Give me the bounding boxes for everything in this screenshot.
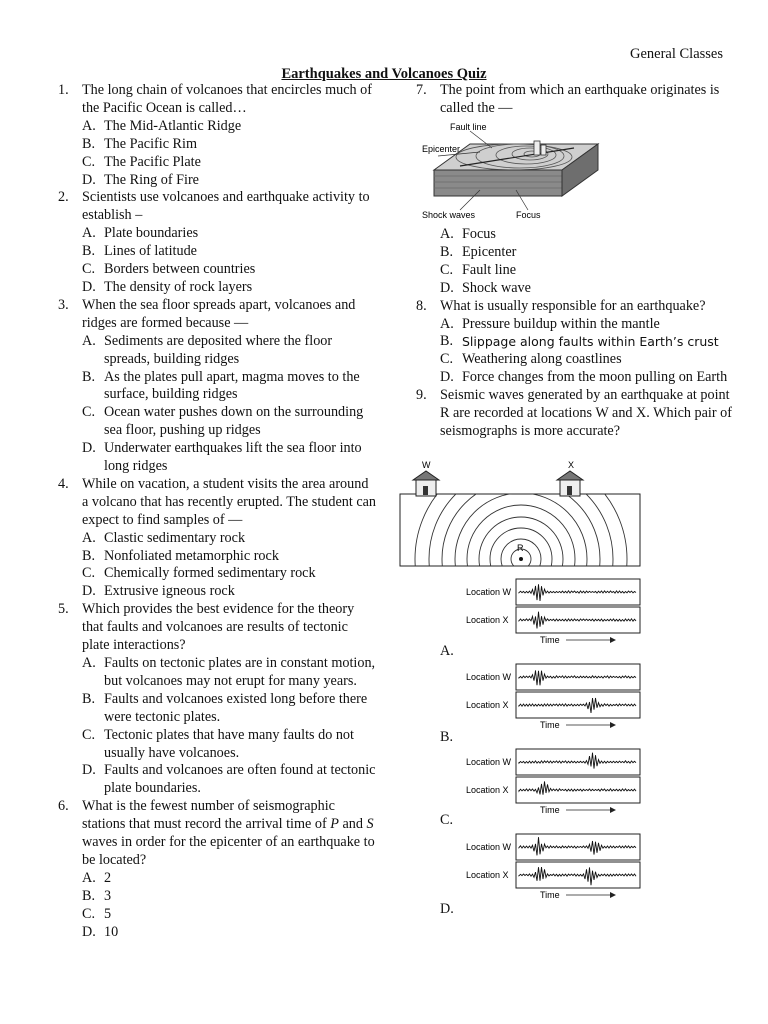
option-letter: B. bbox=[440, 243, 454, 260]
option-letter: D. bbox=[82, 440, 96, 457]
option-text: Nonfoliated metamorphic rock bbox=[104, 547, 279, 564]
option-letter: C. bbox=[82, 404, 96, 421]
option-text: Weathering along coastlines bbox=[462, 351, 622, 368]
option-text: Fault line bbox=[462, 261, 516, 278]
question-text: When the sea floor spreads apart, volcanoes and ridges are formed because — bbox=[82, 296, 356, 331]
option-text: Faults and volcanoes existed long before there were tectonic plates. bbox=[104, 690, 368, 725]
choice-b-letter: B. bbox=[440, 729, 454, 745]
location-w-label: Location W bbox=[466, 587, 512, 597]
option-letter: B. bbox=[82, 368, 96, 385]
question-number: 6. bbox=[58, 798, 69, 815]
option-letter: A. bbox=[82, 869, 96, 886]
option-text: Pressure buildup within the mantle bbox=[462, 315, 660, 332]
option-letter: A. bbox=[440, 315, 454, 332]
option-letter: C. bbox=[82, 261, 96, 278]
option-text: The Ring of Fire bbox=[104, 171, 199, 188]
option-text: Chemically formed sedimentary rock bbox=[104, 565, 316, 582]
option-letter: D. bbox=[82, 923, 96, 940]
question-1 bbox=[58, 82, 378, 189]
question-text: What is usually responsible for an earthquake? bbox=[440, 297, 706, 314]
x-label: X bbox=[568, 460, 575, 470]
option-letter: A. bbox=[82, 655, 96, 671]
question-number: 8. bbox=[416, 297, 427, 314]
option-text: Epicenter bbox=[462, 243, 517, 260]
option-text: Plate boundaries bbox=[104, 225, 199, 242]
option-letter: B. bbox=[82, 547, 96, 564]
station-w-house bbox=[413, 471, 439, 496]
option-letter: C. bbox=[440, 351, 454, 368]
focus-label: Focus bbox=[516, 210, 541, 220]
option-text: Faults and volcanoes are often found at tectonic plate boundaries. bbox=[104, 762, 376, 797]
question-text: Seismic waves generated by an earthquake at point R are recorded at locations W and X. Which pair of seismographs is more accurate? bbox=[440, 387, 732, 439]
option-letter: C. bbox=[82, 565, 96, 582]
option-letter: A. bbox=[82, 332, 96, 349]
time-axis-label: Time bbox=[540, 805, 560, 815]
fault-line-label: Fault line bbox=[450, 122, 487, 132]
option-letter: B. bbox=[440, 333, 454, 350]
option-letter: D. bbox=[82, 762, 96, 779]
option-text: 2 bbox=[104, 869, 112, 886]
fault-block-diagram bbox=[420, 118, 600, 226]
option-text: Tectonic plates that have many faults do not usually have volcanoes. bbox=[104, 726, 354, 761]
w-label: W bbox=[422, 460, 431, 470]
option-letter: A. bbox=[440, 226, 454, 242]
question-text: The point from which an earthquake originates is called the — bbox=[440, 82, 720, 116]
question-number: 7. bbox=[416, 82, 427, 98]
seismograph-pair-b bbox=[460, 662, 660, 732]
location-x-label: Location X bbox=[466, 700, 509, 710]
option-text: Underwater earthquakes lift the sea floor into long ridges bbox=[104, 440, 362, 475]
time-axis-label: Time bbox=[540, 635, 560, 645]
option-text: Focus bbox=[462, 226, 496, 242]
question-text: While on vacation, a student visits the area around a volcano that has recently erupted. The student can expect to find samples of — bbox=[82, 475, 377, 528]
option-letter: C. bbox=[440, 261, 454, 278]
location-x-label: Location X bbox=[466, 785, 509, 795]
option-letter: D. bbox=[82, 278, 96, 295]
question-9 bbox=[416, 387, 738, 441]
question-number: 4. bbox=[58, 475, 69, 492]
shock-waves-label: Shock waves bbox=[422, 210, 476, 220]
option-text: The Pacific Rim bbox=[104, 135, 197, 152]
question-number: 2. bbox=[58, 189, 69, 206]
location-w-label: Location W bbox=[466, 757, 512, 767]
location-w-label: Location W bbox=[466, 672, 512, 682]
option-text: The Mid-Atlantic Ridge bbox=[104, 117, 242, 134]
page-title: Earthquakes and Volcanoes Quiz bbox=[281, 66, 487, 82]
option-letter: B. bbox=[82, 690, 96, 707]
question-2 bbox=[58, 189, 378, 296]
option-text: 5 bbox=[104, 905, 112, 922]
option-text: Slippage along faults within Earth’s crust bbox=[462, 334, 719, 350]
question-7 bbox=[416, 82, 736, 118]
question-number: 1. bbox=[58, 82, 69, 98]
seismograph-pair-d bbox=[460, 832, 660, 902]
option-text: The density of rock layers bbox=[104, 278, 253, 295]
option-letter: C. bbox=[82, 153, 96, 170]
option-text: Force changes from the moon pulling on Earth bbox=[462, 369, 728, 386]
right-column bbox=[416, 82, 736, 118]
time-axis-label: Time bbox=[540, 720, 560, 730]
option-text: The Pacific Plate bbox=[104, 153, 201, 170]
question-number: 9. bbox=[416, 387, 427, 404]
option-letter: A. bbox=[82, 117, 96, 134]
right-column-lower bbox=[416, 226, 738, 441]
option-letter: A. bbox=[82, 529, 96, 546]
option-letter: D. bbox=[440, 279, 454, 296]
location-x-label: Location X bbox=[466, 870, 509, 880]
option-text: 10 bbox=[104, 923, 119, 940]
option-text: Faults on tectonic plates are in constant motion, but volcanoes may not erupt for many years. bbox=[104, 655, 376, 689]
option-letter: A. bbox=[82, 225, 96, 242]
seismograph-pair-c bbox=[460, 747, 660, 817]
option-text: Borders between countries bbox=[104, 261, 256, 278]
option-text: As the plates pull apart, magma moves to the surface, building ridges bbox=[104, 368, 360, 403]
location-x-label: Location X bbox=[466, 615, 509, 625]
question-8 bbox=[416, 298, 738, 388]
question-5 bbox=[58, 601, 378, 798]
option-text: Sediments are deposited where the floor spreads, building ridges bbox=[104, 332, 333, 367]
option-letter: D. bbox=[82, 171, 96, 188]
header-class-label: General Classes bbox=[629, 46, 723, 62]
option-letter: C. bbox=[82, 726, 96, 743]
choice-c-letter: C. bbox=[440, 812, 454, 828]
choice-a-letter: A. bbox=[440, 643, 454, 659]
question-6 bbox=[58, 798, 378, 941]
choice-d-letter: D. bbox=[440, 901, 454, 917]
question-number: 5. bbox=[58, 601, 69, 618]
location-w-label: Location W bbox=[466, 842, 512, 852]
question-text: Scientists use volcanoes and earthquake activity to establish – bbox=[82, 189, 370, 224]
left-column bbox=[58, 82, 378, 942]
question-3 bbox=[58, 297, 378, 476]
wave-propagation-diagram bbox=[396, 458, 646, 570]
question-text: The long chain of volcanoes that encircles much of the Pacific Ocean is called… bbox=[82, 82, 372, 116]
option-text: 3 bbox=[104, 887, 112, 904]
option-letter: D. bbox=[82, 583, 96, 600]
option-text: Clastic sedimentary rock bbox=[104, 529, 246, 546]
option-letter: B. bbox=[82, 887, 96, 904]
time-axis-label: Time bbox=[540, 890, 560, 900]
question-text: Which provides the best evidence for the theory that faults and volcanoes are results of tectonic plate interactions? bbox=[82, 601, 355, 654]
option-text: Shock wave bbox=[462, 279, 531, 296]
epicenter-label: Epicenter bbox=[422, 144, 461, 154]
question-number: 3. bbox=[58, 296, 69, 313]
question-4 bbox=[58, 476, 378, 601]
option-letter: D. bbox=[440, 369, 454, 386]
question-text: What is the fewest number of seismographic stations that must record the arrival time of P and S waves in order for the epicenter of an earthquake to be located? bbox=[82, 798, 375, 868]
station-x-house bbox=[557, 471, 583, 496]
option-text: Ocean water pushes down on the surrounding sea floor, pushing up ridges bbox=[104, 404, 364, 439]
option-letter: C. bbox=[82, 905, 96, 922]
option-text: Lines of latitude bbox=[104, 243, 197, 260]
option-text: Extrusive igneous rock bbox=[104, 583, 235, 600]
seismograph-pair-a bbox=[460, 577, 660, 647]
option-letter: B. bbox=[82, 135, 96, 152]
point-r-label: R bbox=[517, 543, 524, 553]
option-letter: B. bbox=[82, 243, 96, 260]
